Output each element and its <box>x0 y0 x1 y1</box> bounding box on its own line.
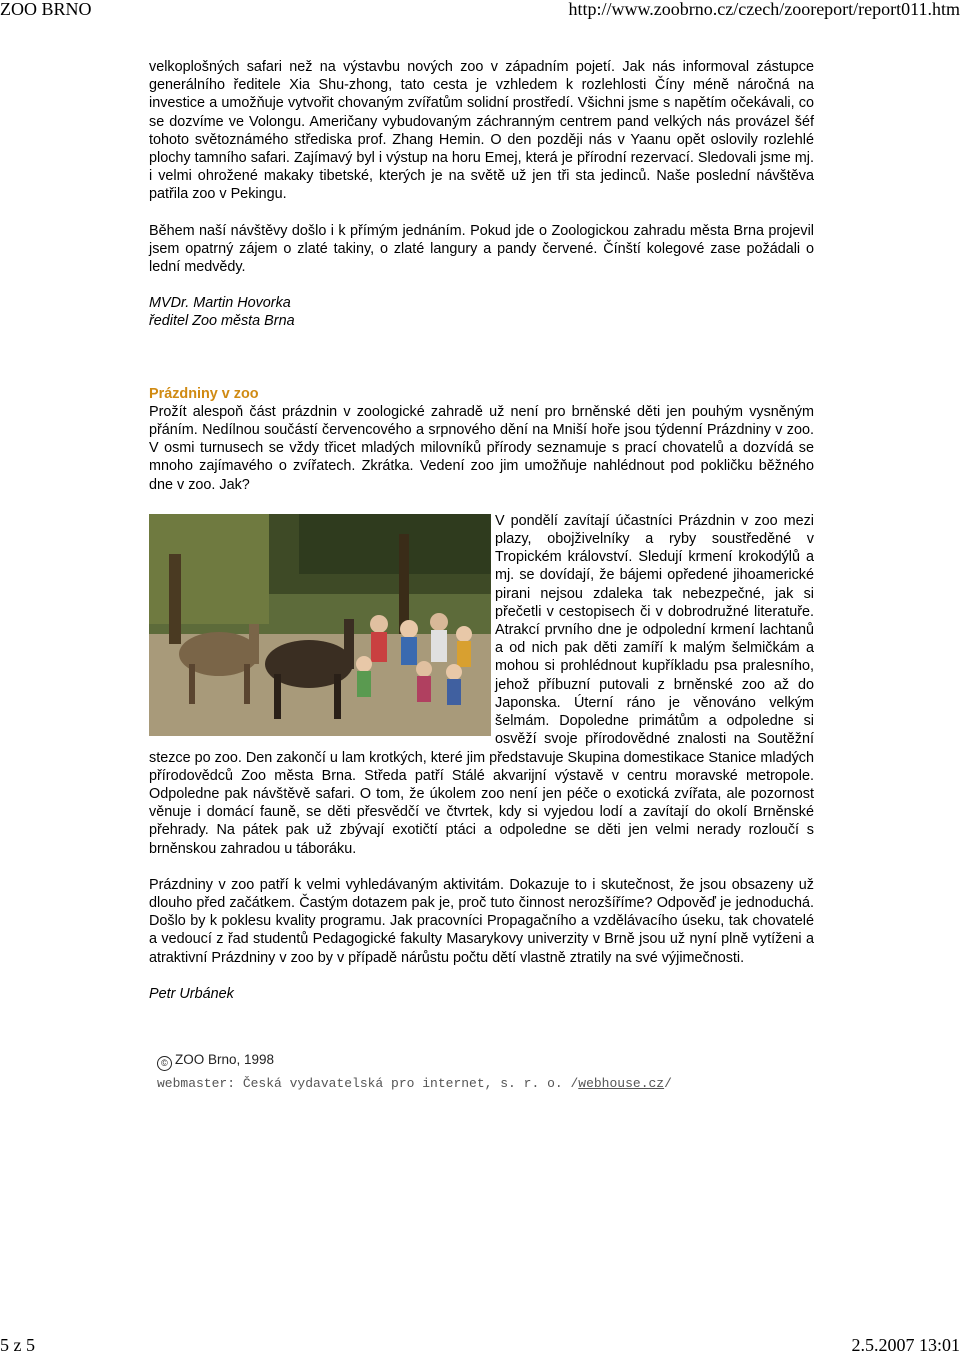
article2-paragraph-2: V pondělí zavítají účastníci Prázdnin v zoo mezi plazy, obojživelníky a ryby soustředěné v Tropickém království. Sledují krmení krokodýlů a mj. se dovídají, že bájemi opředené jihoamerické pirani nejsou zdaleka tak nebezpečné, jak si přečetli v cestopisech či v dobrodružné literatuře. Atrakcí prvního dne je odpolední krmení lachtanů a od nich pak děti zamíří k malým šelmičkám a mohou si prohlédnout kupříkladu psa pralesního, jehož příbuzní putovali z brněnské zoo až do Japonska. Úterní ráno je věnováno velkým šelmám. Dopoledne primátům a odpoledne si osvěží svoje přírodovědné znalosti na Soutěžní stezce po zoo. Den zakončí u lam krotkých, které jim představuje Skupina domestikace Stanice mladých přírodovědců Zoo města Brna. Středa patří Stálé akvarijní výstavě v centru moravské metropole. Odpoledne pak návštěvě safari. O tom, že úkolem zoo není jen péče o exotická zvířata, ale pozornost věnuje i domácí fauně, se děti přesvědčí ve čtvrtek, kdy si vyjedou lodí a zavítají do okolí Brněnské přehrady. Na pátek pak už zbývají exotičtí ptáci a odpoledne se děti jen velmi nerady rozloučí s brněnskou zahradou u táboráku. <box>149 512 814 857</box>
print-footer-datetime: 2.5.2007 13:01 <box>851 1335 960 1355</box>
webmaster-suffix: / <box>664 1075 672 1091</box>
print-header-url: http://www.zoobrno.cz/czech/zooreport/report011.htm <box>568 0 960 19</box>
children-with-llamas-photo <box>149 514 491 736</box>
webmaster-prefix: webmaster: Česká vydavatelská pro internet, s. r. o. / <box>157 1075 579 1091</box>
article-content <box>149 58 814 1093</box>
article2-title: Prázdniny v zoo <box>149 385 259 402</box>
print-footer-page: 5 z 5 <box>0 1335 35 1355</box>
article1-signature-role: ředitel Zoo města Brna <box>149 313 295 330</box>
article1-paragraph-2: Během naší návštěvy došlo i k přímým jednáním. Pokud jde o Zoologickou zahradu města Brna projevil jsem opatrný zájem o zlaté takiny, o zlaté langury a pandy červené. Čínští kolegové zase požádali o lední medvědy. <box>149 222 814 276</box>
copyright-text: ZOO Brno, 1998 <box>175 1051 275 1067</box>
article2-paragraph-3: Prázdniny v zoo patří k velmi vyhledávaným aktivitám. Dokazuje to i skutečnost, že jsou obsazeny už dlouho před začátkem. Častým dotazem pak je, proč tuto činnost nerozšíříme? Odpověď je jednoduchá. Došlo by k poklesu kvality programu. Jak pracovníci Propagačního a vzdělávacího úseku, tak chovatelé a vedoucí z řad studentů Pedagogické fakulty Masarykovy univerzity v Brně jsou už nyní plně vytíženi a atraktivní Prázdniny v zoo by v případě nárůstu počtu dětí vlastně ztratily na své výjimečnosti. <box>149 876 814 966</box>
webhouse-link[interactable]: webhouse.cz <box>578 1075 665 1091</box>
print-header-site: ZOO BRNO <box>0 0 92 19</box>
webmaster-line <box>157 1075 814 1093</box>
copyright-icon: © <box>157 1056 172 1071</box>
article1-paragraph-1: velkoplošných safari než na výstavbu nových zoo v západním pojetí. Jak nás informoval zástupce generálního ředitele Xia Shu-zhong, tato cesta je vzhledem k rozlehlosti Číny méně náročná na investice a umožňuje vytvořit chovaným zvířatům solidní prostředí. Všichni jsme s napětím očekávali, co se dozvíme ve Volongu. Američany vybudovaným záchranným centrem pand velkých nás provázel šéf tohoto světoznámého střediska prof. Zhang Hemin. O den později nás v Yaanu opět oslovily rozlehlé plochy tamního safari. Zajímavý byl i výstup na horu Emej, která je přírodní rezervací. Sledovali jsme mj. i velmi ohrožené makaky tibetské, kterých je na světě už jen tři sta jedinců. Naše poslední návštěva patřila zoo v Pekingu. <box>149 59 814 203</box>
article2-paragraph-1: Prožít alespoň část prázdnin v zoologické zahradě už není pro brněnské děti jen pouhým vysněným přáním. Nedílnou součástí červencového a srpnového dění na Mniší hoře jsou týdenní Prázdniny v zoo. V osmi turnusech se vždy třicet mladých milovníků přírody seznamuje s prací chovatelů a dozvídá se mnoho zajímavého o zvířatech. Zkrátka. Vedení zoo jim umožňuje nahlédnout pod pokličku běžného dne v zoo. Jak? <box>149 403 814 493</box>
article2-author: Petr Urbánek <box>149 985 234 1002</box>
article1-signature-name: MVDr. Martin Hovorka <box>149 295 291 312</box>
copyright-line <box>157 1051 814 1071</box>
